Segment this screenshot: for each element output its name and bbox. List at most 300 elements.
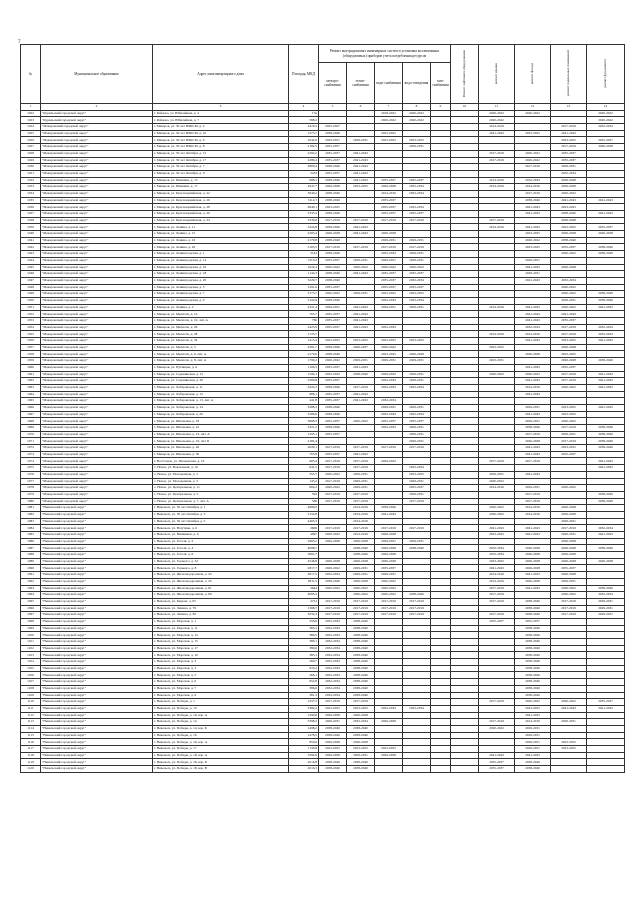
roof-year-cell (479, 425, 515, 432)
electro-year-cell: 2035-2037 (319, 150, 347, 157)
address-cell: г. Невельск, ул. Морская, д. 19 (153, 652, 289, 659)
heat-year-cell: 2029-2031 (347, 478, 375, 485)
foundation-year-cell (587, 130, 625, 137)
gas-year-cell (431, 384, 451, 391)
address-cell: г. Невельск, ул. Ватутина, д. 6 (153, 525, 289, 532)
lift-year-cell (451, 451, 479, 458)
gas-year-cell (431, 264, 451, 271)
basement-year-cell (551, 478, 587, 485)
sewer-year-cell: 2017-2019 (403, 598, 431, 605)
row-number-cell: 1116 (21, 739, 41, 746)
roof-year-cell (479, 364, 515, 371)
municipality-cell: "Невельский городской округ" (41, 665, 153, 672)
col-address-header: Адрес многоквартирного дома (153, 45, 289, 104)
address-cell: г. Макаров, ул. Школьная, д. 18 (153, 418, 289, 425)
roof-year-cell (479, 739, 515, 746)
roof-year-cell: 2014-2016 (479, 331, 515, 338)
electro-year-cell: 2020-2022 (319, 565, 347, 572)
lift-year-cell (451, 605, 479, 612)
address-cell: г. Макаров, ул. Мелиоти, д. 28 (153, 331, 289, 338)
lift-year-cell (451, 404, 479, 411)
address-cell: г. Невельск, ул. Морская, д. 11 (153, 625, 289, 632)
roof-year-cell (479, 264, 515, 271)
area-cell: 3143 (289, 251, 319, 258)
basement-year-cell: 2026-2028 (551, 558, 587, 565)
area-cell: 4463,3 (289, 518, 319, 525)
row-number-cell: 1096 (21, 605, 41, 612)
gas-year-cell (431, 124, 451, 131)
table-row (21, 291, 625, 298)
municipality-cell: "Макаровский городской округ" (41, 277, 153, 284)
row-number-cell: 1058 (21, 351, 41, 358)
row-number-cell: 1032 (21, 177, 41, 184)
heat-year-cell: 2029-2031 (347, 137, 375, 144)
area-cell: 2016,3 (289, 766, 319, 773)
area-cell: 4947,7 (289, 184, 319, 191)
electro-year-cell: 2032-2034 (319, 659, 347, 666)
foundation-year-cell: 2038-2040 (587, 425, 625, 432)
facade-year-cell: 2041-2043 (515, 211, 551, 218)
table-row (21, 592, 625, 599)
basement-year-cell: 2023-2025 (551, 204, 587, 211)
foundation-year-cell (587, 398, 625, 405)
facade-year-cell: 2041-2043 (515, 264, 551, 271)
table-row (21, 257, 625, 264)
municipality-cell: "Макаровский городской округ" (41, 331, 153, 338)
row-number-cell: 1120 (21, 766, 41, 773)
lift-year-cell (451, 371, 479, 378)
address-cell: г. Макаров, ул. Красноармейская, д. 34 (153, 217, 289, 224)
facade-year-cell: 2020-2022 (515, 157, 551, 164)
roof-year-cell (479, 398, 515, 405)
electro-year-cell: 2038-2040 (319, 404, 347, 411)
row-number-cell: 1047 (21, 277, 41, 284)
facade-year-cell: 2020-2022 (515, 237, 551, 244)
water-year-cell (375, 491, 403, 498)
water-year-cell: 2029-2031 (375, 257, 403, 264)
basement-year-cell (551, 398, 587, 405)
heat-year-cell: 2038-2040 (347, 545, 375, 552)
facade-year-cell: 2023-2025 (515, 705, 551, 712)
lift-year-cell (451, 511, 479, 518)
electro-year-cell: 2035-2037 (319, 257, 347, 264)
lift-year-cell (451, 251, 479, 258)
area-cell: 695,4 (289, 458, 319, 465)
basement-year-cell: 2029-2031 (551, 431, 587, 438)
water-year-cell: 2014-2016 (375, 190, 403, 197)
foundation-year-cell (587, 672, 625, 679)
table-row (21, 197, 625, 204)
facade-year-cell: 2029-2031 (515, 485, 551, 492)
address-cell: г. Невельск, ул. Горького, д. 32 (153, 558, 289, 565)
roof-year-cell (479, 237, 515, 244)
basement-year-cell: 2023-2025 (551, 411, 587, 418)
water-year-cell: 2023-2025 (375, 137, 403, 144)
municipality-cell: "Макаровский городской округ" (41, 237, 153, 244)
municipality-cell: "Макаровский городской округ" (41, 164, 153, 171)
table-row (21, 251, 625, 258)
facade-year-cell: 2041-2043 (515, 411, 551, 418)
gas-year-cell (431, 659, 451, 666)
basement-year-cell: 2017-2019 (551, 438, 587, 445)
municipality-cell: "Макаровский городской округ" (41, 471, 153, 478)
heat-year-cell: 2041-2043 (347, 398, 375, 405)
roof-year-cell: 2020-2022 (479, 725, 515, 732)
address-cell: г. Макаров, ул. Хабаровская, д. 14 (153, 404, 289, 411)
basement-year-cell (551, 391, 587, 398)
heat-year-cell (347, 297, 375, 304)
sewer-year-cell (403, 164, 431, 171)
electro-year-cell (319, 545, 347, 552)
municipality-cell: "Макаровский городской округ" (41, 231, 153, 238)
basement-year-cell: 2023-2025 (551, 739, 587, 746)
electro-year-cell: 2026-2028 (319, 558, 347, 565)
table-row (21, 639, 625, 646)
electro-year-cell: 2038-2040 (319, 759, 347, 766)
gas-year-cell (431, 438, 451, 445)
water-year-cell (375, 364, 403, 371)
basement-year-cell: 2029-2031 (551, 297, 587, 304)
foundation-year-cell: 2032-2034 (587, 124, 625, 131)
electro-year-cell: 2035-2037 (319, 311, 347, 318)
facade-year-cell: 2032-2034 (515, 177, 551, 184)
gas-year-cell (431, 719, 451, 726)
foundation-year-cell (587, 578, 625, 585)
table-row (21, 746, 625, 753)
sewer-year-cell: 2020-2022 (403, 110, 431, 117)
lift-year-cell (451, 150, 479, 157)
facade-year-cell: 2041-2043 (515, 318, 551, 325)
address-cell: г. Невельск, ул. Морская, д. 9 (153, 692, 289, 699)
heat-year-cell (347, 431, 375, 438)
roof-year-cell: 2014-2016 (479, 177, 515, 184)
sewer-year-cell: 2035-2037 (403, 271, 431, 278)
sewer-year-cell (403, 766, 431, 773)
sewer-year-cell: 2017-2019 (403, 612, 431, 619)
foundation-year-cell (587, 217, 625, 224)
area-cell: 1257,3 (289, 699, 319, 706)
water-year-cell (375, 311, 403, 318)
gas-year-cell (431, 558, 451, 565)
address-cell: г. Макаров, ул. Мелиоти, д. 5 (153, 344, 289, 351)
heat-year-cell: 2017-2019 (347, 491, 375, 498)
area-cell: 850,6 (289, 739, 319, 746)
electro-year-cell: 2025-2027 (319, 124, 347, 131)
roof-year-cell (479, 645, 515, 652)
water-year-cell (375, 331, 403, 338)
sewer-year-cell (403, 318, 431, 325)
foundation-year-cell (587, 190, 625, 197)
basement-year-cell: 2041-2043 (551, 130, 587, 137)
basement-year-cell (551, 465, 587, 472)
area-cell: 3321,2 (289, 425, 319, 432)
table-row (21, 659, 625, 666)
area-cell: 3286,6 (289, 411, 319, 418)
foundation-year-cell (587, 719, 625, 726)
area-cell: 3254,3 (289, 612, 319, 619)
row-number-cell: 1059 (21, 358, 41, 365)
sewer-year-cell: 2017-2019 (403, 244, 431, 251)
row-number-cell: 1052 (21, 311, 41, 318)
col-electro-header: электро-снабжения (319, 63, 347, 104)
heat-year-cell: 2017-2019 (347, 244, 375, 251)
area-cell: 380,6 (289, 645, 319, 652)
facade-year-cell: 2038-2040 (515, 197, 551, 204)
heat-year-cell: 2026-2028 (347, 538, 375, 545)
sewer-year-cell: 2029-2031 (403, 538, 431, 545)
lift-year-cell (451, 538, 479, 545)
roof-year-cell: 2017-2019 (479, 592, 515, 599)
table-row (21, 445, 625, 452)
municipality-cell: "Макаровский городской округ" (41, 224, 153, 231)
sewer-year-cell (403, 458, 431, 465)
municipality-cell: "Невельский городской округ" (41, 592, 153, 599)
sewer-year-cell (403, 632, 431, 639)
address-cell: г. Невельск, ул. Морская, д. 15 (153, 639, 289, 646)
column-index-cell: 9 (431, 104, 451, 111)
municipality-cell: "Невельский городской округ" (41, 505, 153, 512)
table-row (21, 211, 625, 218)
sewer-year-cell (403, 759, 431, 766)
basement-year-cell (551, 618, 587, 625)
address-cell: г. Невельск, ул. Гоголя, д. 2 (153, 538, 289, 545)
row-number-cell: 1107 (21, 679, 41, 686)
municipality-cell: "Макаровский городской округ" (41, 384, 153, 391)
gas-year-cell (431, 170, 451, 177)
col-lift-header: Ремонт лифтового оборудования (451, 45, 479, 104)
water-year-cell (375, 766, 403, 773)
basement-year-cell (551, 652, 587, 659)
row-number-cell: 1102 (21, 645, 41, 652)
basement-year-cell: 2020-2022 (551, 384, 587, 391)
roof-year-cell: 2017-2019 (479, 612, 515, 619)
table-row (21, 110, 625, 117)
gas-year-cell (431, 150, 451, 157)
basement-year-cell: 2020-2022 (551, 699, 587, 706)
lift-year-cell (451, 659, 479, 666)
row-number-cell: 1061 (21, 371, 41, 378)
basement-year-cell (551, 110, 587, 117)
heat-year-cell: 2038-2040 (347, 732, 375, 739)
sewer-year-cell (403, 130, 431, 137)
basement-year-cell: 2017-2019 (551, 598, 587, 605)
sewer-year-cell: 2035-2037 (403, 485, 431, 492)
foundation-year-cell (587, 639, 625, 646)
area-cell: 5330,8 (289, 217, 319, 224)
heat-year-cell: 2017-2019 (347, 217, 375, 224)
table-row (21, 297, 625, 304)
area-cell: 266,1 (289, 672, 319, 679)
foundation-year-cell: 2029-2031 (587, 612, 625, 619)
facade-year-cell: 2026-2028 (515, 578, 551, 585)
area-cell: 1291,6 (289, 284, 319, 291)
roof-year-cell (479, 491, 515, 498)
sewer-year-cell: 2035-2037 (403, 418, 431, 425)
basement-year-cell (551, 645, 587, 652)
facade-year-cell: 2041-2043 (515, 752, 551, 759)
lift-year-cell (451, 725, 479, 732)
basement-year-cell (551, 659, 587, 666)
address-cell: г. Макаров, ул. 50 лет Октября, д. 9 (153, 170, 289, 177)
sewer-year-cell (403, 324, 431, 331)
roof-year-cell (479, 297, 515, 304)
row-number-cell: 1087 (21, 545, 41, 552)
area-cell: 2425,9 (289, 324, 319, 331)
foundation-year-cell (587, 659, 625, 666)
table-row (21, 378, 625, 385)
lift-year-cell (451, 418, 479, 425)
basement-year-cell (551, 725, 587, 732)
area-cell: 3122,9 (289, 297, 319, 304)
lift-year-cell (451, 525, 479, 532)
heat-year-cell: 2038-2040 (347, 672, 375, 679)
area-cell: 3114,7 (289, 197, 319, 204)
roof-year-cell: 2017-2019 (479, 699, 515, 706)
row-number-cell: 1040 (21, 231, 41, 238)
address-cell: г. Невельск, ул. Железнодорожная, д. 43 (153, 572, 289, 579)
col-roof-header: ремонт крыши (479, 45, 515, 104)
roof-year-cell (479, 257, 515, 264)
address-cell: г. Макаров, ул. Ленинградская, д. 1 (153, 251, 289, 258)
roof-year-cell (479, 144, 515, 151)
address-cell: г. Макаров, ул. Красноармейская, д. 22 (153, 190, 289, 197)
area-cell: 6940,1 (289, 204, 319, 211)
area-cell: 3398,2 (289, 719, 319, 726)
area-cell: 3668,3 (289, 418, 319, 425)
roof-year-cell: 2017-2019 (479, 719, 515, 726)
basement-year-cell: 2023-2025 (551, 351, 587, 358)
address-cell: г. Невельск, ул. Победы, д. 18, кор. Б (153, 759, 289, 766)
municipality-cell: "Макаровский городской округ" (41, 391, 153, 398)
address-cell: г. Макаров, ул. Садовинская, д. 15 (153, 371, 289, 378)
address-cell: г. Невельск, ул. 50 лет Октября, д. 1 (153, 505, 289, 512)
table-row (21, 652, 625, 659)
gas-year-cell (431, 244, 451, 251)
address-cell: г. Макаров, ул. Иманина, д. 17 (153, 184, 289, 191)
municipality-cell: "Макаровский городской округ" (41, 431, 153, 438)
electro-year-cell: 2038-2040 (319, 297, 347, 304)
municipality-cell: "Макаровский городской округ" (41, 318, 153, 325)
address-cell: г. Макаров, ул. Красноармейская, д. 26 (153, 197, 289, 204)
roof-year-cell (479, 632, 515, 639)
area-cell: 385,1 (289, 652, 319, 659)
municipality-cell: "Невельский городской округ" (41, 732, 153, 739)
municipality-cell: "Невельский городской округ" (41, 766, 153, 773)
roof-year-cell (479, 277, 515, 284)
electro-year-cell: 2038-2040 (319, 271, 347, 278)
row-number-cell: 1036 (21, 204, 41, 211)
table-row (21, 685, 625, 692)
row-number-cell: 1092 (21, 578, 41, 585)
facade-year-cell: 2023-2025 (515, 231, 551, 238)
electro-year-cell: 2035-2037 (319, 144, 347, 151)
municipality-cell: "Невельский городской округ" (41, 659, 153, 666)
electro-year-cell: 2038-2040 (319, 384, 347, 391)
electro-year-cell: 2017-2019 (319, 699, 347, 706)
row-number-cell: 1113 (21, 719, 41, 726)
table-row (21, 170, 625, 177)
lift-year-cell (451, 505, 479, 512)
heat-year-cell: 2023-2025 (347, 746, 375, 753)
facade-year-cell: 2041-2043 (515, 585, 551, 592)
row-number-cell: 1054 (21, 324, 41, 331)
address-cell: г. Макаров, ул. Ленина, д. 15 (153, 231, 289, 238)
area-cell: 3229,7 (289, 277, 319, 284)
heat-year-cell: 2041-2043 (347, 231, 375, 238)
electro-year-cell: 2026-2028 (319, 538, 347, 545)
address-cell: г. Невельск, ул. Морская, д. 3 (153, 659, 289, 666)
heat-year-cell (347, 284, 375, 291)
water-year-cell: 2032-2034 (375, 251, 403, 258)
gas-year-cell (431, 498, 451, 505)
facade-year-cell: 2029-2031 (515, 725, 551, 732)
table-row (21, 565, 625, 572)
address-cell: г. Макаров, ул. 50 лет ВЛКСМ, д. 2 (153, 124, 289, 131)
heat-year-cell: 2041-2043 (347, 451, 375, 458)
row-number-cell: 1072 (21, 445, 41, 452)
heat-year-cell: 2041-2043 (347, 311, 375, 318)
address-cell: г. Макаров, ул. Хабаровская, д. 20 (153, 411, 289, 418)
table-row (21, 465, 625, 472)
address-cell: г. Невельск, ул. Морская, д. 6 (153, 679, 289, 686)
electro-year-cell: 2017-2019 (319, 458, 347, 465)
roof-year-cell (479, 625, 515, 632)
water-year-cell (375, 431, 403, 438)
municipality-cell: "Невельский городской округ" (41, 625, 153, 632)
water-year-cell: 2017-2019 (375, 244, 403, 251)
sewer-year-cell: 2038-2040 (403, 592, 431, 599)
row-number-cell: 1056 (21, 338, 41, 345)
electro-year-cell: 2038-2040 (319, 197, 347, 204)
sewer-year-cell (403, 639, 431, 646)
col-sewer-header: водо-отведения (403, 63, 431, 104)
water-year-cell: 2032-2034 (375, 425, 403, 432)
heat-year-cell: 2029-2031 (347, 565, 375, 572)
basement-year-cell: 2017-2019 (551, 144, 587, 151)
area-cell: 380,5 (289, 632, 319, 639)
sewer-year-cell: 2026-2028 (403, 351, 431, 358)
heat-year-cell: 2026-2028 (347, 739, 375, 746)
row-number-cell: 1060 (21, 364, 41, 371)
heat-year-cell: 2023-2025 (347, 184, 375, 191)
row-number-cell: 1045 (21, 264, 41, 271)
water-year-cell: 2029-2032 (375, 458, 403, 465)
electro-year-cell: 2035-2037 (319, 364, 347, 371)
row-number-cell: 1043 (21, 251, 41, 258)
address-cell: с. Новое, ул. Молодежная, д. 5 (153, 478, 289, 485)
address-cell: г. Макаров, ул. Школьная, д. 23, лит. А (153, 431, 289, 438)
roof-year-cell (479, 538, 515, 545)
heat-year-cell: 2017-2019 (347, 465, 375, 472)
area-cell: 3294,9 (289, 752, 319, 759)
electro-year-cell: 2038-2040 (319, 277, 347, 284)
lift-year-cell (451, 304, 479, 311)
col-foundation-header: ремонт фундамента (587, 45, 625, 104)
basement-year-cell (551, 257, 587, 264)
area-cell: 386,6 (289, 685, 319, 692)
col-basement-header: ремонт подвальных помещений (551, 45, 587, 104)
row-number-cell: 1035 (21, 197, 41, 204)
heat-year-cell (347, 425, 375, 432)
lift-year-cell (451, 618, 479, 625)
gas-year-cell (431, 766, 451, 773)
table-row (21, 572, 625, 579)
sewer-year-cell: 2035-2037 (403, 177, 431, 184)
electro-year-cell: 2038-2040 (319, 766, 347, 773)
roof-year-cell: 2020-2022 (479, 505, 515, 512)
address-cell: г. Макаров, ул. Мелиоти, д. 34 (153, 338, 289, 345)
sewer-year-cell (403, 157, 431, 164)
